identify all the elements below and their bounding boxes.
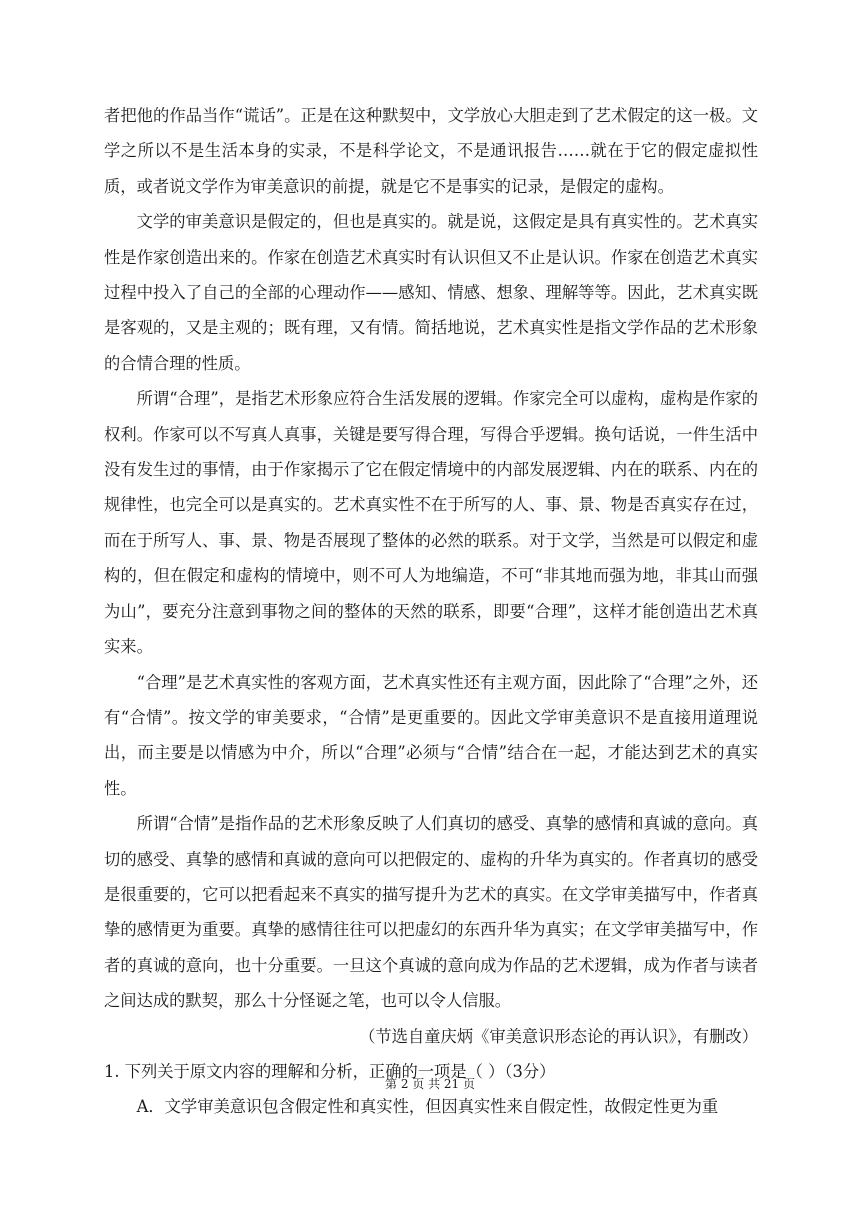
- paragraph-5: 所谓“合情”是指作品的艺术形象反映了人们真切的感受、真挚的感情和真诚的意向。真切的感受、真挚的感情和真诚的意向可以把假定的、虚构的升华为真实的。作者真切的感受是很重要的，它可以把看起来不真实的描写提升为艺术的真实。在文学审美描写中，作者真挚的感情更为重要。真挚的感情往往可以把虚幻的东西升华为真实；在文学审美描写中，作者的真诚的意向，也十分重要。一旦这个真诚的意向成为作品的艺术逻辑，成为作者与读者之间达成的默契，那么十分怪诞之笔，也可以令人信服。: [104, 814, 758, 1011]
- paragraph-2: 文学的审美意识是假定的，但也是真实的。就是说，这假定是具有真实性的。艺术真实性是作家创造出来的。作家在创造艺术真实时有认识但又不止是认识。作家在创造艺术真实过程中投入了自己的全部的心理动作——感知、情感、想象、理解等等。因此，艺术真实既是客观的，又是主观的；既有理，又有情。简括地说，艺术真实性是指文学作品的艺术形象的合情合理的性质。: [104, 212, 758, 373]
- option-a: A．文学审美意识包含假定性和真实性，但因真实性来自假定性，故假定性更为重: [136, 1097, 719, 1117]
- page-footer: 第 2 页 共 21 页: [385, 1077, 475, 1091]
- paragraph-4: “合理”是艺术真实性的客观方面，艺术真实性还有主观方面，因此除了“合理”之外，还有“合情”。按文学的审美要求，“合情”是更重要的。因此文学审美意识不是直接用道理说出，而主要是以情感为中介，所以“合理”必须与“合情”结合在一起，才能达到艺术的真实性。: [104, 672, 758, 798]
- question-1: 1. 下列关于原文内容的理解和分析，正确的一项是（ ）（3分）: [104, 1061, 556, 1081]
- paragraph-1: 者把他的作品当作“谎话”。正是在这种默契中，文学放心大胆走到了艺术假定的这一极。文学之所以不是生活本身的实录，不是科学论文，不是通讯报告……就在于它的假定虚拟性质，或者说文学作为审美意识的前提，就是它不是事实的记录，是假定的虚构。: [104, 106, 758, 196]
- source-citation: （节选自童庆炳《审美意识形态论的再认识》，有删改）: [359, 1026, 758, 1046]
- paragraph-3: 所谓“合理”，是指艺术形象应符合生活发展的逻辑。作家完全可以虚构，虚构是作家的权利。作家可以不写真人真事，关键是要写得合理，写得合乎逻辑。换句话说，一件生活中没有发生过的事情，由于作家揭示了它在假定情境中的内部发展逻辑、内在的联系、内在的规律性，也完全可以是真实的。艺术真实性不在于所写的人、事、景、物是否真实存在过，而在于所写人、事、景、物是否展现了整体的必然的联系。对于文学，当然是可以假定和虚构的，但在假定和虚构的情境中，则不可人为地编造，不可“非其地而强为地，非其山而强为山”，要充分注意到事物之间的整体的天然的联系，即要“合理”，这样才能创造出艺术真实来。: [104, 389, 758, 657]
- document-body: [104, 98, 758, 1125]
